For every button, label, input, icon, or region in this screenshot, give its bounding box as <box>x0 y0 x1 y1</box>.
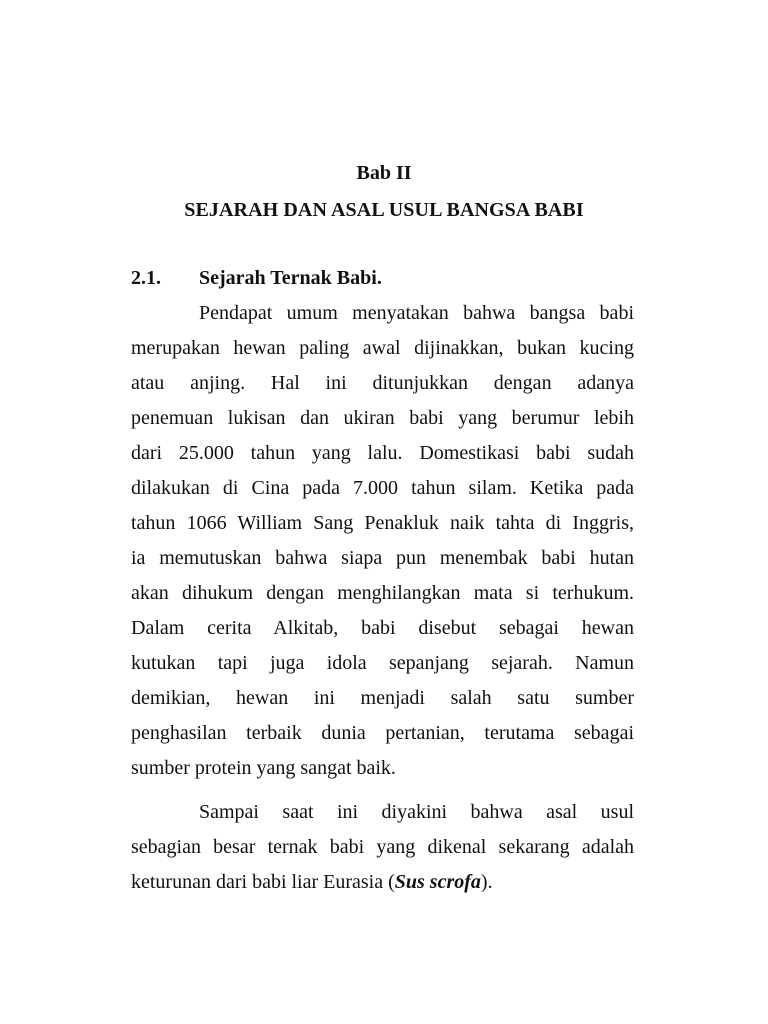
chapter-title: SEJARAH DAN ASAL USUL BANGSA BABI <box>184 199 584 221</box>
paragraph-line: sumber protein yang sangat baik. <box>131 757 396 779</box>
paragraph-line: Pendapat umum menyatakan bahwa bangsa babi <box>199 302 634 324</box>
species-name: Sus scrofa <box>394 871 481 893</box>
section-number: 2.1. <box>131 267 161 289</box>
paragraph-line: akan dihukum dengan menghilangkan mata si terhukum. <box>131 582 634 604</box>
paragraph-last-line <box>131 865 634 900</box>
paragraph-line: tahun 1066 William Sang Penakluk naik tahta di Inggris, <box>131 512 634 534</box>
paragraph-line: atau anjing. Hal ini ditunjukkan dengan adanya <box>131 372 634 394</box>
paragraph-line: penemuan lukisan dan ukiran babi yang berumur lebih <box>131 407 634 429</box>
section-title: Sejarah Ternak Babi. <box>199 267 382 289</box>
closing-punctuation: ). <box>480 871 493 893</box>
section-heading <box>131 265 382 291</box>
paragraph-line: dilakukan di Cina pada 7.000 tahun silam. Ketika pada <box>131 477 634 499</box>
paragraph-line: ia memutuskan bahwa siapa pun menembak babi hutan <box>131 547 634 569</box>
paragraph-line-text: keturunan dari babi liar Eurasia ( <box>131 871 395 893</box>
paragraph-line: sebagian besar ternak babi yang dikenal sekarang adalah <box>131 836 634 858</box>
paragraph-line: Dalam cerita Alkitab, babi disebut sebagai hewan <box>131 617 634 639</box>
paragraph-line: demikian, hewan ini menjadi salah satu sumber <box>131 687 634 709</box>
paragraph-line: Sampai saat ini diyakini bahwa asal usul <box>199 801 634 823</box>
paragraph-1 <box>131 296 634 786</box>
paragraph-line: merupakan hewan paling awal dijinakkan, bukan kucing <box>131 337 634 359</box>
paragraph-line: dari 25.000 tahun yang lalu. Domestikasi babi sudah <box>131 442 634 464</box>
chapter-label: Bab II <box>356 162 412 184</box>
paragraph-2 <box>131 795 634 900</box>
paragraph-line: penghasilan terbaik dunia pertanian, terutama sebagai <box>131 722 634 744</box>
paragraph-line: kutukan tapi juga idola sepanjang sejarah. Namun <box>131 652 634 674</box>
